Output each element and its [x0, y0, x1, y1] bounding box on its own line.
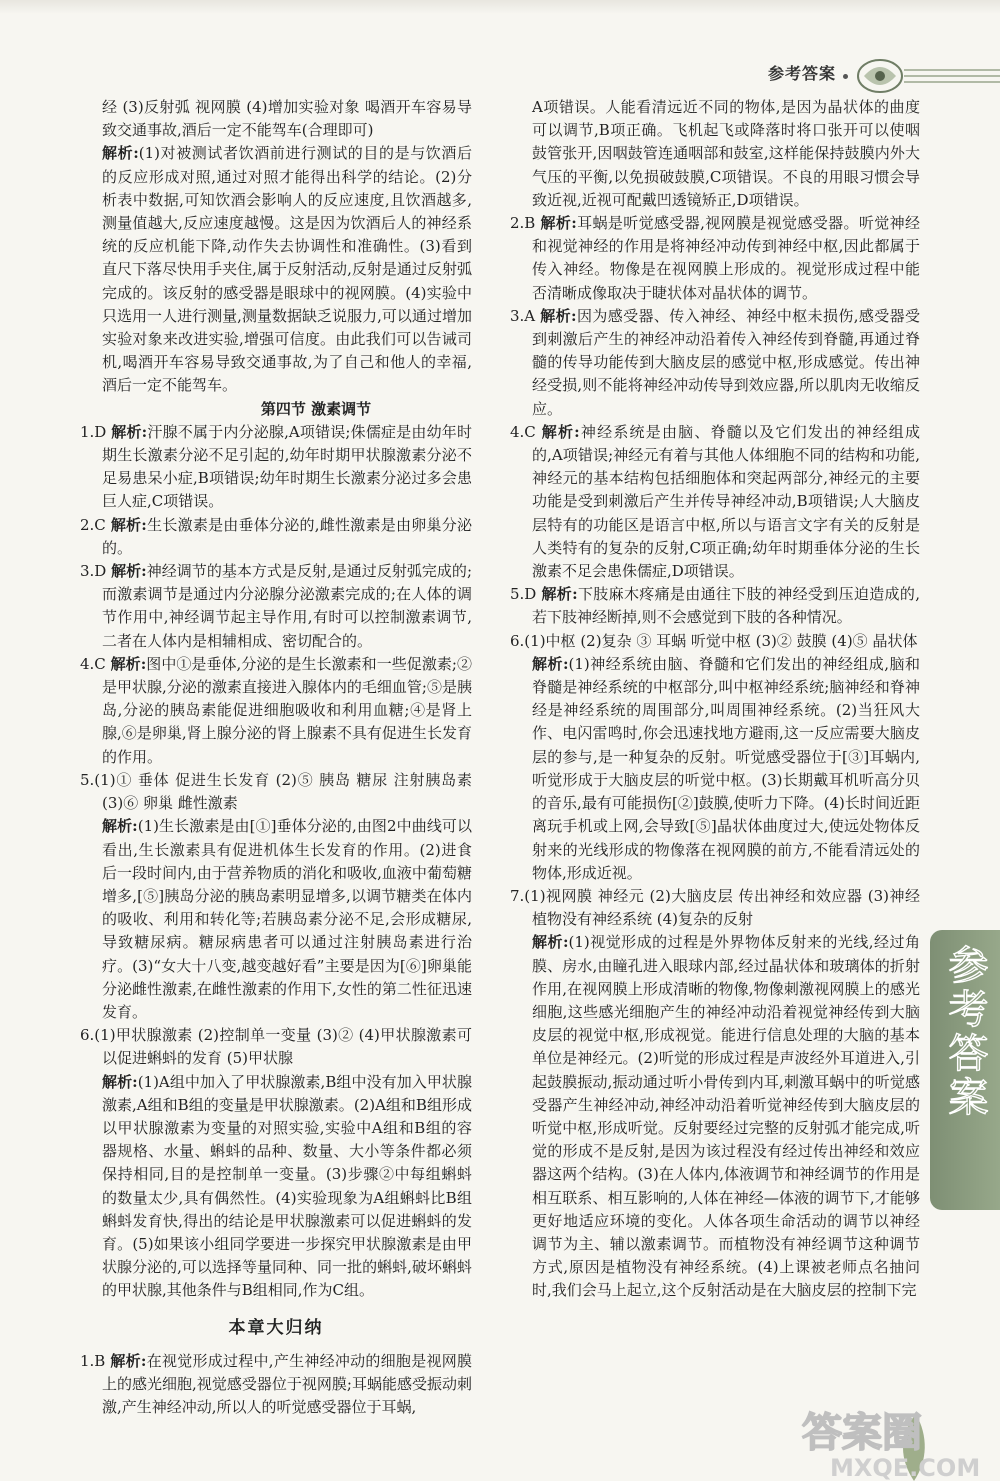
explanation-text: (1)对被测试者饮酒前进行测试的目的是与饮酒后的反应形成对照,通过对照才能得出科学的结论。(2)分析表中数据,可知饮酒会影响人的反应速度,且饮酒越多,测量值越大,反应速度越慢。这是因为饮酒后人的神经系统的反应机能下降,动作失去协调性和准确性。(3)看到直尺下落尽快用手夹住,属于反射活动,反射是通过反射弧完成的。该反射的感受器是眼球中的视网膜。(4)实验中只选用一人进行测量,测量数据缺乏说服力,可以通过增加实验对象来改进实验,增强可信度。由此我们可以告诫司机,喝酒开车容易导致交通事故,为了自己和他人的幸福,酒后一定不能驾车。: [102, 144, 473, 395]
answer-item: [80, 1024, 472, 1070]
answer-number: 2.C: [80, 515, 111, 534]
analysis-text: 神经调节的基本方式是反射,是通过反射弧完成的;而激素调节是通过内分泌腺分泌激素完成的;在人体的调节作用中,神经调节起主导作用,有时可以控制激素调节,二者在人体内是相辅相成、密切配合的。: [102, 562, 472, 650]
decorative-swirl-icon: [852, 50, 1000, 100]
watermark-logo: [790, 1400, 1000, 1481]
analysis-text: 因为感受器、传入神经、神经中枢未损伤,感受器受到刺激后产生的神经冲动沿着传入神经传到脊髓,再通过脊髓的传导功能传到大脑皮层的感觉中枢,形成感觉。传出神经受损,则不能将神经冲动传导到效应器,所以肌肉无收缩反应。: [532, 306, 920, 418]
header-dot: [843, 74, 848, 79]
answer-number: 1.D: [80, 422, 112, 441]
analysis-text: 图中①是垂体,分泌的是生长激素和一些促激素;②是甲状腺,分泌的激素直接进入腺体内的毛细血管;⑤是胰岛,分泌的胰岛素能促进细胞吸收和利用血糖;④是肾上腺,⑥是卵巢,肾上腺分泌的肾上腺素不具有促进生长发育的作用。: [102, 654, 472, 766]
analysis-label: 解析:: [110, 515, 147, 534]
answer-item: [510, 583, 920, 629]
analysis-label: 解析:: [110, 1351, 147, 1370]
side-tab-label: 参考答案: [942, 944, 988, 1120]
answer-item: [80, 421, 472, 514]
answer-item: [80, 514, 472, 560]
answer-explanation: [510, 96, 920, 212]
explanation-text: (1)生长激素是由[①]垂体分泌的,由图2中曲线可以看出,生长激素具有促进机体生长发育的作用。(2)进食后一段时间内,由于营养物质的消化和吸收,血液中葡萄糖增多,[⑤]胰岛分泌的胰岛素明显增多,以调节糖类在体内的吸收、利用和转化等;若胰岛素分泌不足,会形成糖尿,导致糖尿病。糖尿病患者可以通过注射胰岛素进行治疗。(3)“女大十八变,越变越好看”主要是因为[⑥]卵巢能分泌雌性激素,在雌性激素的作用下,女性的第二性征迅速发育。: [102, 817, 472, 1021]
side-tab: [930, 930, 1000, 1210]
answer-item: [510, 885, 920, 931]
answer-number: 5.(1)① 垂体 促进生长发育 (2)⑤ 胰岛 糖尿 注射胰岛素 (3)⑥ 卵巢 雌性激素: [80, 770, 472, 813]
explanation-text: (1)A组中加入了甲状腺激素,B组中没有加入甲状腺激素,A组和B组的变量是甲状腺激素。(2)A组和B组形成以甲状腺激素为变量的对照实验,实验中A组和B组的容器规格、水量、蝌蚪的品种、数量、大小等条件都必须保持相同,目的是控制单一变量。(3)步骤②中每组蝌蚪的数量太少,具有偶然性。(4)实验现象为A组蝌蚪比B组蝌蚪发育快,得出的结论是甲状腺激素可以促进蝌蚪的发育。(5)如果该小组同学要进一步探究甲状腺激素是由甲状腺分泌的,可以选择等量同种、同一批的蝌蚪,破坏蝌蚪的甲状腺,其他条件与B组相同,作为C组。: [102, 1072, 472, 1300]
answer-number: 3.D: [80, 562, 112, 581]
analysis-label: 解析:: [102, 144, 139, 163]
answer-item: [510, 212, 920, 305]
right-column: [510, 96, 920, 1303]
answer-explanation: [80, 815, 472, 1024]
analysis-label: 解析:: [111, 562, 147, 581]
analysis-label: 解析:: [102, 1072, 138, 1091]
chapter-summary-title: 本章大归纳: [228, 1317, 324, 1338]
answer-item: [510, 305, 920, 421]
answer-number: 4.C: [80, 654, 111, 673]
left-column: [80, 96, 472, 1419]
analysis-text: 在视觉形成过程中,产生神经冲动的细胞是视网膜上的感光细胞,视觉感受器位于视网膜;耳蜗能感受振动刺激,产生神经冲动,所以人的听觉感受器位于耳蜗,: [102, 1351, 472, 1417]
answer-number: 7.(1)视网膜 神经元 (2)大脑皮层 传出神经和效应器 (3)神经 植物没有神经系统 (4)复杂的反射: [510, 886, 920, 929]
answer-number: 3.A: [510, 306, 541, 325]
analysis-label: 解析:: [540, 214, 577, 233]
answer-item: [80, 560, 472, 653]
analysis-text: 汗腺不属于内分泌腺,A项错误;侏儒症是由幼年时期生长激素分泌不足引起的,幼年时期甲状腺激素分泌不足易患呆小症,B项错误;幼年时期生长激素分泌过多会患巨人症,C项错误。: [102, 422, 472, 511]
analysis-label: 解析:: [541, 422, 580, 441]
watermark-domain-text: MXQE.COM: [830, 1454, 981, 1481]
answer-number: 1.B: [80, 1351, 111, 1370]
analysis-label: 解析:: [102, 817, 138, 836]
answer-number: 6.(1)甲状腺激素 (2)控制单一变量 (3)② (4)甲状腺激素可以促进蝌蚪的发育 (5)甲状腺: [80, 1026, 472, 1068]
answer-item: [510, 630, 920, 653]
answer-number: 2.B: [510, 214, 541, 233]
analysis-label: 解析:: [110, 654, 147, 673]
answer-item: [80, 653, 472, 769]
analysis-text: 神经系统是由脑、脊髓以及它们发出的神经组成的,A项错误;神经元有着与其他人体细胞不同的结构和功能,神经元的基本结构包括细胞体和突起两部分,神经元的主要功能是受到刺激后产生并传导神经冲动,B项错误;人大脑皮层特有的功能区是语言中枢,所以与语言文字有关的反射是人类特有的复杂的反射,C项正确;幼年时期垂体分泌的生长激素不足会患侏儒症,D项错误。: [532, 422, 920, 581]
answer-number: 6.(1)中枢 (2)复杂 ③ 耳蜗 听觉中枢 (3)② 鼓膜 (4)⑤ 晶状体: [510, 631, 918, 650]
watermark-logo-text: 答案圈: [802, 1410, 922, 1456]
running-header-label: 参考答案: [768, 64, 837, 83]
answer-number: 4.C: [510, 422, 542, 441]
analysis-text: 生长激素是由垂体分泌的,雌性激素是由卵巢分泌的。: [102, 515, 472, 557]
answer-explanation: [80, 96, 472, 142]
analysis-label: 解析:: [111, 422, 148, 441]
answer-item: [80, 769, 472, 815]
explanation-text: (1)视觉形成的过程是外界物体反射来的光线,经过角膜、房水,由瞳孔进入眼球内部,经过晶状体和玻璃体的折射作用,在视网膜上形成清晰的物像,物像刺激视网膜上的感光细胞,这些感光细胞产生的神经冲动沿着视觉神经传到大脑皮层的视觉中枢,形成视觉。能进行信息处理的大脑的基本单位是神经元。(2)听觉的形成过程是声波经外耳道进入,引起鼓膜振动,振动通过听小骨传到内耳,刺激耳蜗中的听觉感受器产生神经冲动,神经冲动沿着听觉神经传到大脑皮层的听觉中枢,形成听觉。反射要经过完整的反射弧才能完成,听觉的形成不是反射,是因为该过程没有经过传出神经和效应器这两个结构。(3)在人体内,体液调节和神经调节的作用是相互联系、相互影响的,人体在神经—体液的调节下,才能够更好地适应环境的变化。人体各项生命活动的调节以神经调节为主、辅以激素调节。而植物没有神经调节这种调节方式,原因是植物没有神经系统。(4)上课被老师点名抽问时,我们会马上起立,这个反射活动是在大脑皮层的控制下完: [532, 933, 920, 1300]
explanation-text: A项错误。人能看清远近不同的物体,是因为晶状体的曲度可以调节,B项正确。飞机起飞或降落时将口张开可以使咽鼓管张开,因咽鼓管连通咽部和鼓室,这样能保持鼓膜内外大气压的平衡,以免损破鼓膜,C项错误。不良的用眼习惯会导致近视,近视可配戴凹透镜矫正,D项错误。: [532, 98, 920, 209]
answer-explanation: [510, 653, 920, 885]
explanation-text: 经 (3)反射弧 视网膜 (4)增加实验对象 喝酒开车容易导致交通事故,酒后一定不能驾车(合理即可): [102, 98, 472, 140]
answer-explanation: [80, 1071, 472, 1303]
answer-explanation: [510, 931, 920, 1302]
answer-number: 5.D: [510, 585, 542, 604]
analysis-label: 解析:: [540, 306, 577, 325]
answer-item: [80, 1350, 472, 1420]
answer-explanation: [80, 142, 472, 397]
analysis-label: 解析:: [532, 933, 569, 952]
page-top-edge: [0, 0, 1000, 14]
section-title: 第四节 激素调节: [260, 399, 372, 418]
answer-item: [510, 421, 920, 583]
explanation-text: (1)神经系统由脑、脊髓和它们发出的神经组成,脑和脊髓是神经系统的中枢部分,叫中枢神经系统;脑神经和脊神经是神经系统的周围部分,叫周围神经系统。(2)当狂风大作、电闪雷鸣时,你会迅速找地方避雨,这一反应需要大脑皮层的参与,是一种复杂的反射。听觉感受器位于[③]耳蜗内,听觉形成于大脑皮层的听觉中枢。(3)长期戴耳机听高分贝的音乐,最有可能损伤[②]鼓膜,使听力下降。(4)长时间近距离玩手机或上网,会导致[⑤]晶状体曲度过大,使远处物体反射来的光线形成的物像落在视网膜的前方,不能看清远处的物体,形成近视。: [532, 654, 920, 882]
analysis-label: 解析:: [541, 585, 578, 604]
analysis-text: 耳蜗是听觉感受器,视网膜是视觉感受器。听觉神经和视觉神经的作用是将神经冲动传到神经中枢,因此都属于传入神经。物像是在视网膜上形成的。视觉形成过程中能否清晰成像取决于睫状体对晶状体的调节。: [532, 214, 920, 302]
analysis-label: 解析:: [532, 654, 569, 673]
analysis-text: 下肢麻木疼痛是由通往下肢的神经受到压迫造成的,若下肢神经断掉,则不会感觉到下肢的各种情况。: [532, 585, 920, 627]
